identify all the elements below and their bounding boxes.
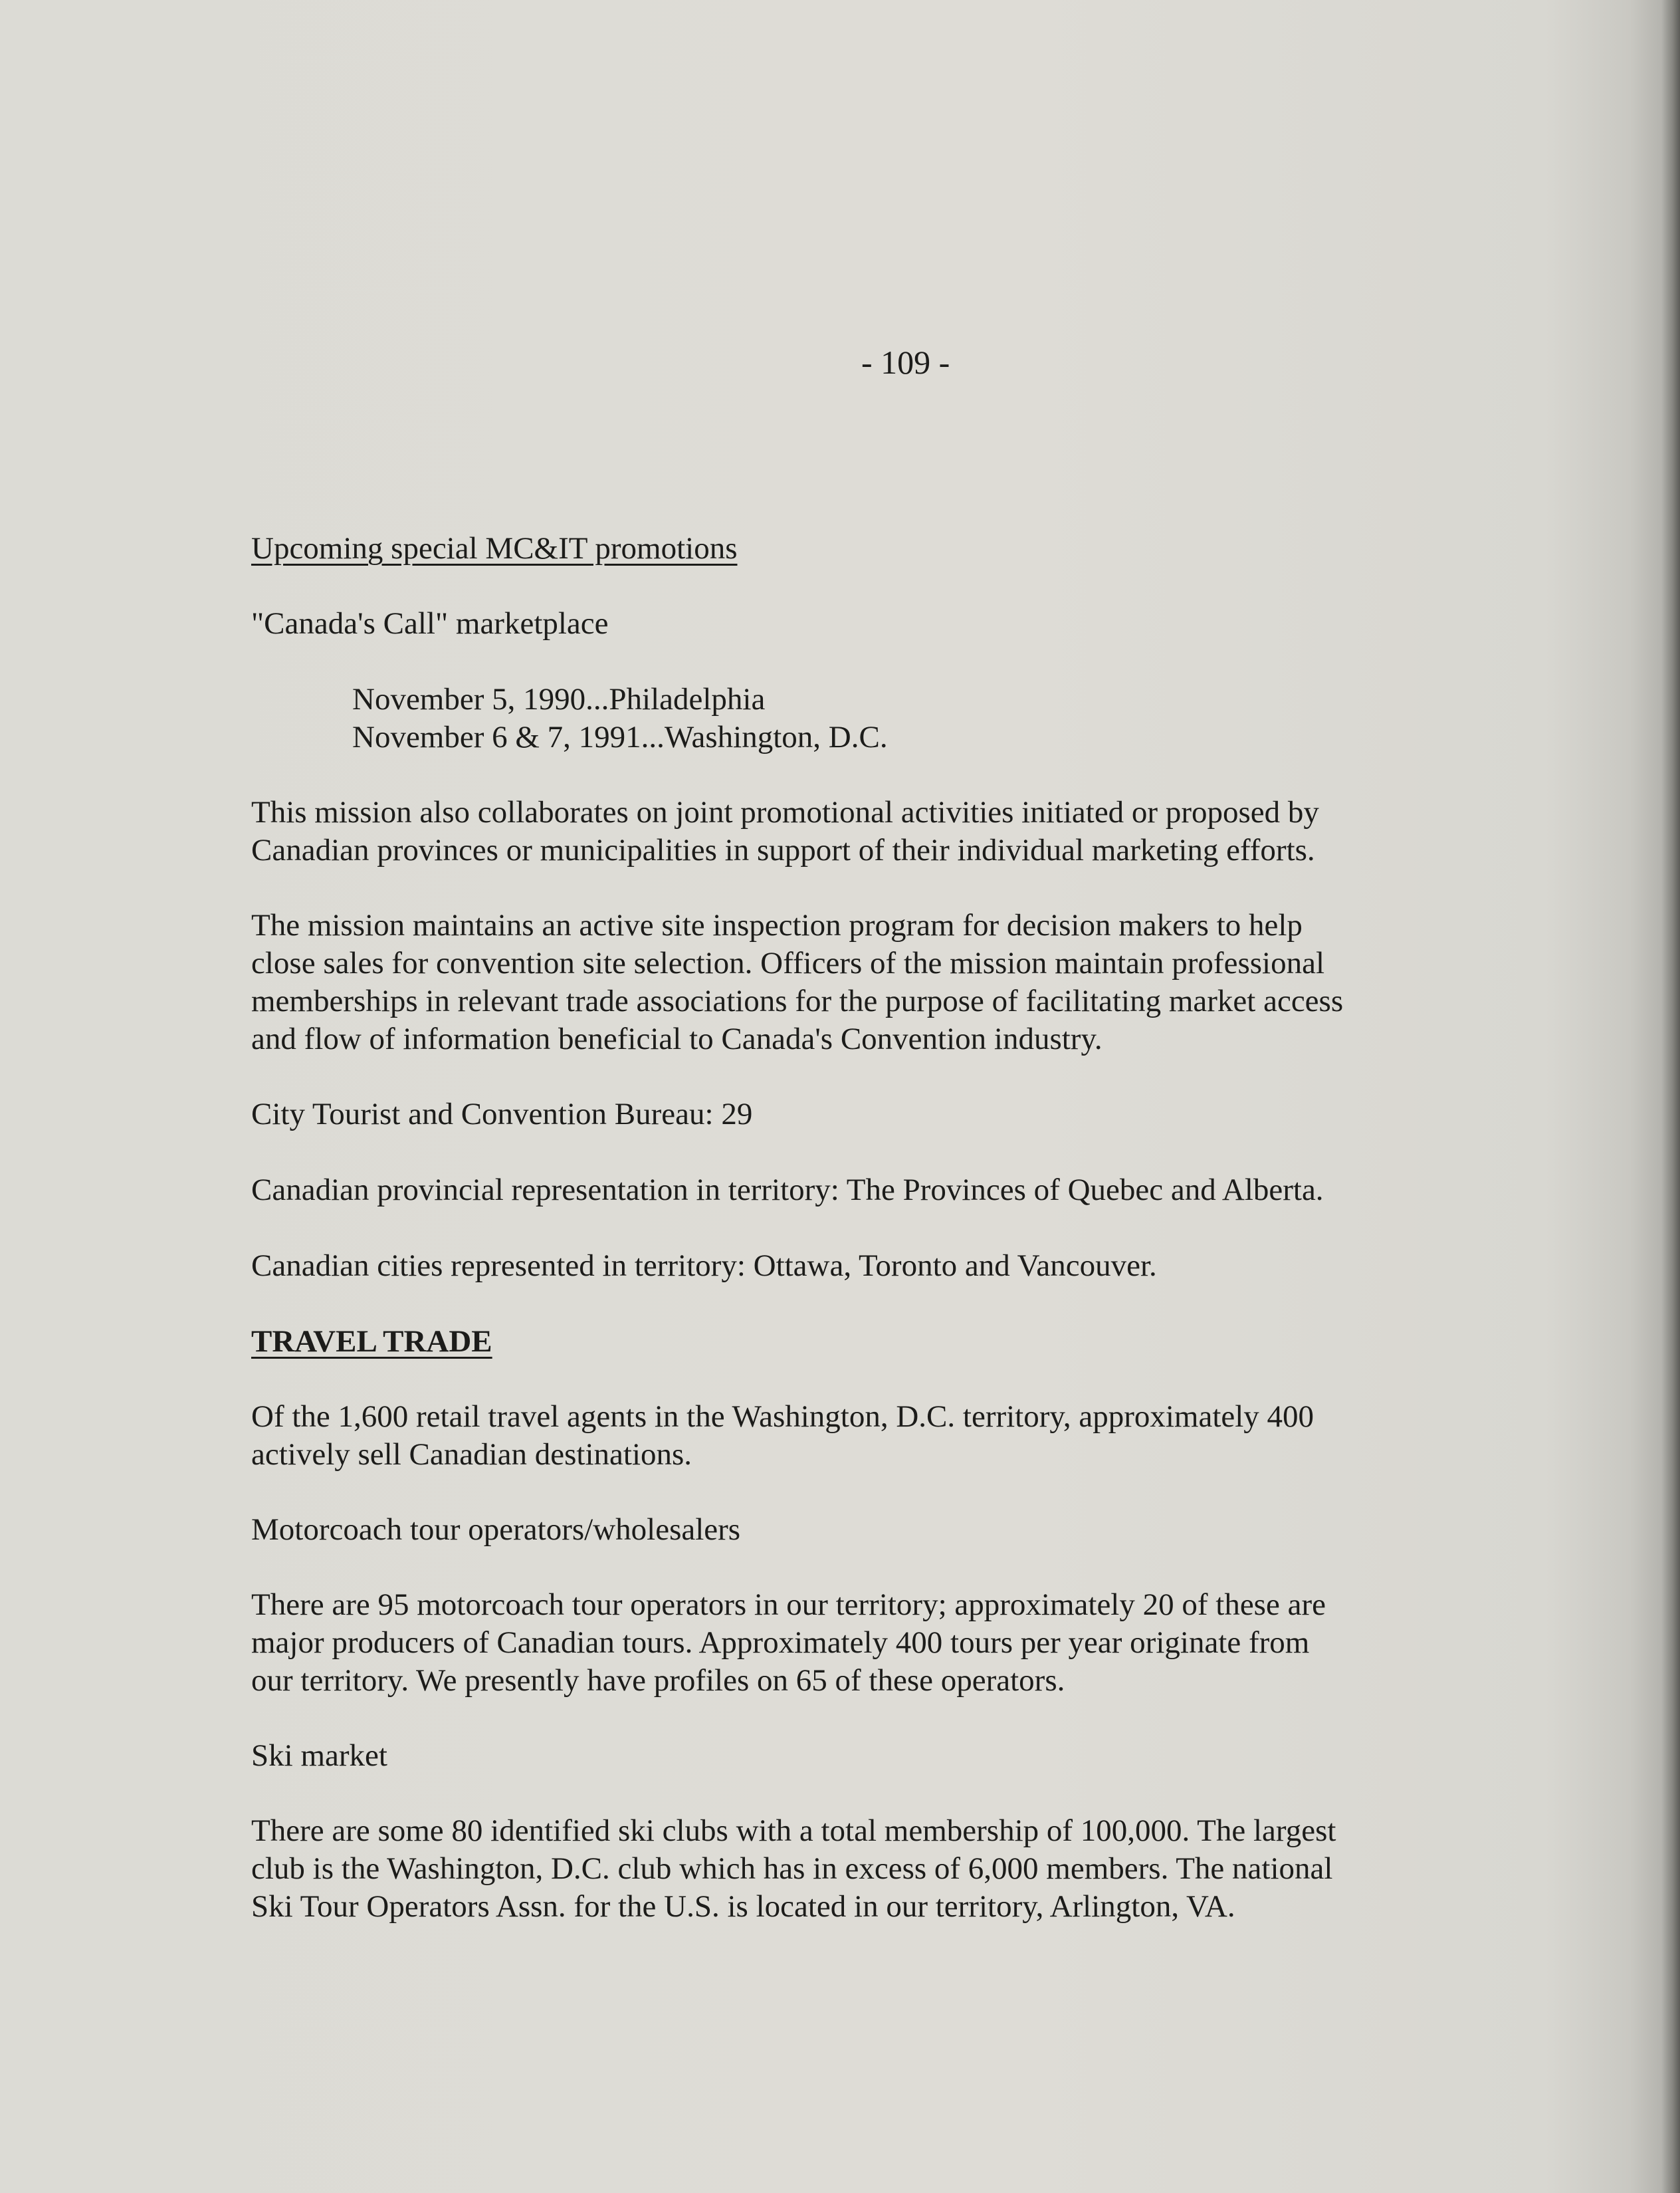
promotions-heading: Upcoming special MC&IT promotions xyxy=(251,531,738,566)
marketplace-title: "Canada's Call" marketplace xyxy=(251,606,609,641)
site-paragraph-line-4: and flow of information beneficial to Canada's Convention industry. xyxy=(251,1022,1102,1056)
page-number: - 109 - xyxy=(861,344,950,381)
ski-paragraph-line-1: There are some 80 identified ski clubs with a total membership of 100,000. The largest xyxy=(251,1813,1336,1848)
collab-paragraph-line-1: This mission also collaborates on joint promotional activities initiated or proposed by xyxy=(251,795,1319,830)
page-edge-shadow xyxy=(1661,0,1680,2193)
cities-line: Canadian cities represented in territory: Ottawa, Toronto and Vancouver. xyxy=(251,1248,1157,1283)
event-line-2: November 6 & 7, 1991...Washington, D.C. xyxy=(352,720,888,754)
site-paragraph-line-3: memberships in relevant trade associations for the purpose of facilitating market access xyxy=(251,984,1344,1018)
site-paragraph-line-2: close sales for convention site selection. Officers of the mission maintain professional xyxy=(251,946,1325,981)
bureau-line: City Tourist and Convention Bureau: 29 xyxy=(251,1097,753,1131)
ski-paragraph-line-3: Ski Tour Operators Assn. for the U.S. is located in our territory, Arlington, VA. xyxy=(251,1889,1235,1924)
collab-paragraph-line-2: Canadian provinces or municipalities in support of their individual marketing efforts. xyxy=(251,833,1315,867)
event-line-1: November 5, 1990...Philadelphia xyxy=(352,682,766,717)
ski-paragraph-line-2: club is the Washington, D.C. club which has in excess of 6,000 members. The national xyxy=(251,1851,1333,1886)
site-paragraph-line-1: The mission maintains an active site inspection program for decision makers to help xyxy=(251,908,1303,943)
provincial-line: Canadian provincial representation in territory: The Provinces of Quebec and Alberta. xyxy=(251,1173,1324,1207)
agents-paragraph-line-2: actively sell Canadian destinations. xyxy=(251,1437,692,1472)
ski-heading: Ski market xyxy=(251,1738,387,1773)
motorcoach-paragraph-line-1: There are 95 motorcoach tour operators in our territory; approximately 20 of these are xyxy=(251,1587,1326,1622)
motorcoach-paragraph-line-3: our territory. We presently have profiles on 65 of these operators. xyxy=(251,1663,1065,1698)
travel-trade-heading: TRAVEL TRADE xyxy=(251,1324,492,1359)
motorcoach-heading: Motorcoach tour operators/wholesalers xyxy=(251,1512,741,1547)
motorcoach-paragraph-line-2: major producers of Canadian tours. Approximately 400 tours per year originate from xyxy=(251,1625,1310,1660)
agents-paragraph-line-1: Of the 1,600 retail travel agents in the Washington, D.C. territory, approximately 400 xyxy=(251,1399,1314,1434)
